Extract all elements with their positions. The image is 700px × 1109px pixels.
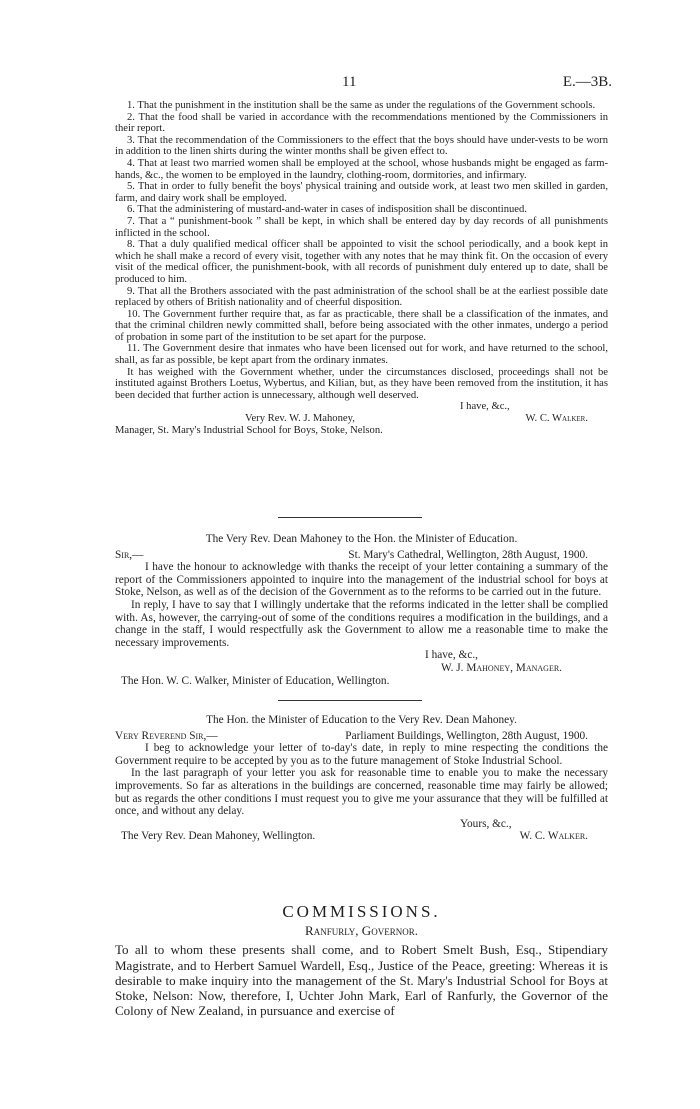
letter2-salutation: Sir,— — [115, 548, 144, 561]
reform-item: 10. The Government further require that, as far as practicable, there shall be a classification of the inmates, and that the criminal children newly committed shall, before being associated with the other inmates, undergo a period of probation in some part of the institution to be set apart for the purpose. — [115, 308, 608, 343]
section-divider — [278, 700, 422, 701]
letter2-have: I have, &c., — [425, 649, 479, 662]
letter2-place-date: St. Mary's Cathedral, Wellington, 28th August, 1900. — [348, 548, 588, 561]
letter1-signature-block — [115, 401, 608, 424]
reform-item: 5. That in order to fully benefit the boys' physical training and outside work, at least two men skilled in garden, farm, and dairy work shall be employed. — [115, 181, 608, 204]
reform-item: 3. That the recommendation of the Commissioners to the effect that the boys should have under-vests to be worn in addition to the linen shirts during the winter months shall be given effect to. — [115, 134, 608, 158]
document-reference: E.—3B. — [562, 74, 612, 90]
letter3-addressee: The Very Rev. Dean Mahoney, Wellington. — [121, 830, 316, 843]
reform-item: 4. That at least two married women shall be employed at the school, whose husbands might be engaged as farm-hands, &c., the women to be employed in the laundry, clothing-room, dormitories, and infirmary. — [115, 157, 608, 181]
letter-2 — [115, 533, 608, 687]
letter2-heading: The Very Rev. Dean Mahoney to the Hon. the Minister of Education. — [205, 533, 518, 545]
letter3-paragraph: I beg to acknowledge your letter of to-day's date, in reply to mine respecting the conditions the Government require to be accepted by you as to the future management of Stoke Industrial School. — [115, 742, 608, 767]
reform-item: 7. That a “ punishment-book ” shall be kept, in which shall be entered day by day records of all punishments inflicted in the school. — [115, 215, 608, 239]
letter1-signer: W. C. Walker. — [525, 413, 588, 425]
letter3-salutation: Very Reverend Sir,— — [115, 729, 218, 742]
reform-item: 1. That the punishment in the institution shall be the same as under the regulations of the Government schools. — [127, 100, 596, 111]
reform-item: 6. That the administering of mustard-and-water in cases of indisposition shall be discontinued. — [127, 204, 527, 216]
letter-3 — [115, 714, 608, 843]
letter1-have: I have, &c., — [460, 401, 510, 413]
letter2-addressee: The Hon. W. C. Walker, Minister of Education, Wellington. — [121, 674, 390, 687]
letter2-paragraph: In reply, I have to say that I willingly undertake that the reforms indicated in the letter shall be complied with. As, however, the carrying-out of some of the conditions requires a modification in the buildings, and a change in the staff, I would respectfully ask the Government to allow me a reasonable time to make the necessary improvements. — [115, 598, 608, 649]
governor-line: Ranfurly, Governor. — [305, 923, 418, 939]
letter2-signer: W. J. Mahoney, Manager. — [441, 661, 562, 674]
section-divider — [278, 517, 422, 518]
letter2-paragraph: I have the honour to acknowledge with thanks the receipt of your letter containing a summary of the report of the Commissioners appointed to inquire into the management of the industrial school for boys at Stoke, Nelson, as well as of the decision of the Government as to the reforms to be carried out in the future. — [115, 561, 608, 599]
letter3-place-date: Parliament Buildings, Wellington, 28th August, 1900. — [345, 729, 588, 742]
commissions-title: COMMISSIONS. — [282, 902, 441, 921]
letter1-addressee: Very Rev. W. J. Mahoney, — [245, 413, 355, 425]
reform-item: 11. The Government desire that inmates who have been licensed out for work, and have returned to the school, shall, as far as possible, be kept apart from the ordinary inmates. — [115, 343, 608, 367]
letter3-heading: The Hon. the Minister of Education to the Very Rev. Dean Mahoney. — [206, 714, 517, 726]
reform-item: 2. That the food shall be varied in accordance with the recommendations mentioned by the Commissioners in their report. — [115, 111, 608, 135]
reforms-list — [115, 100, 608, 436]
reform-item: 8. That a duly qualified medical officer shall be appointed to visit the school periodically, and a book kept in which he shall make a record of every visit, together with any notes that he may think fit. On the occasion of every visit of the medical officer, the punishment-book, with all records of punishment duly entered up to date, shall be produced to him. — [115, 239, 608, 285]
letter1-addressee-title: Manager, St. Mary's Industrial School for Boys, Stoke, Nelson. — [115, 424, 383, 436]
commissions-section — [115, 904, 608, 1018]
commissions-body: To all to whom these presents shall come, and to Robert Smelt Bush, Esq., Stipendiary Magistrate, and to Herbert Samuel Wardell, Esq., Justice of the Peace, greeting: Whereas it is desirable to make inquiry into the management of the St. Mary's Industrial School for Boys at Stoke, Nelson: Now, therefore, I, Uchter John Mark, Earl of Ranfurly, the Governor of the Colony of New Zealand, in pursuance and exercise of — [115, 942, 608, 1019]
letter3-paragraph: In the last paragraph of your letter you ask for reasonable time to enable you to make the necessary improvements. So far as alterations in the buildings are concerned, reasonable time may fairly be allowed; but as regards the other conditions I must request you to give me your assurance that they will be fulfilled at once, and without any delay. — [115, 767, 608, 818]
letter3-close: Yours, &c., — [460, 817, 512, 830]
closing-paragraph: It has weighed with the Government whether, under the circumstances disclosed, proceedings shall not be instituted against Brothers Loetus, Wybertus, and Kilian, but, as they have been removed from the institution, it has been decided that further action is unnecessary, although well deserved. — [115, 366, 608, 401]
letter3-signer: W. C. Walker. — [519, 830, 588, 843]
page-number: 11 — [342, 74, 357, 90]
reform-item: 9. That all the Brothers associated with the past administration of the school shall be at the earliest possible date replaced by others of British nationality and of cheerful disposition. — [115, 285, 608, 309]
